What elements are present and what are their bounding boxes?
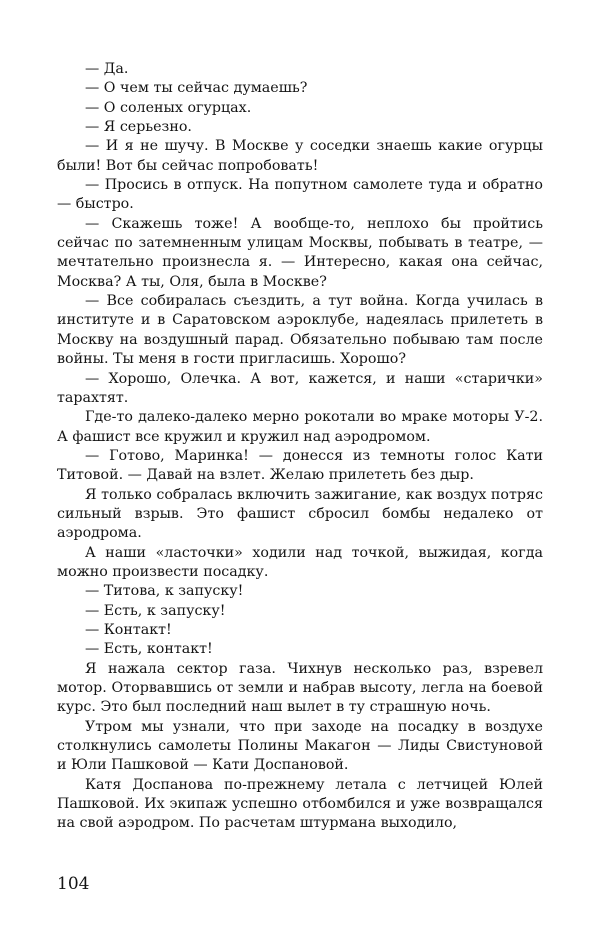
paragraph: — Хорошо, Олечка. А вот, кажется, и наши «старички» тарахтят.: [57, 370, 543, 406]
paragraph: — Контакт!: [85, 621, 172, 638]
paragraph: — Я серьезно.: [85, 119, 192, 136]
paragraph: Я нажала сектор газа. Чихнув несколько раз, взревел мотор. Оторвавшись от земли и набрав высоту, легла на боевой курс. Это был последний наш вылет в ту страшную ночь.: [57, 660, 543, 716]
page-number: 104: [57, 874, 90, 894]
paragraph: — Готово, Маринка! — донесся из темноты голос Кати Титовой. — Давай на взлет. Желаю прилететь без дыр.: [57, 447, 543, 484]
paragraph: Где-то далеко-далеко мерно рокотали во мраке моторы У-2. А фашист все кружил и кружил над аэродромом.: [57, 409, 543, 445]
paragraph: — Титова, к запуску!: [85, 583, 244, 600]
paragraph: — Просись в отпуск. На попутном самолете туда и обратно — быстро.: [57, 177, 543, 213]
paragraph: — Все собиралась съездить, а тут война. Когда училась в институте и в Саратовском аэроклубе, надеялась прилететь в Москву на воздушный парад. Обязательно побываю там после войны. Ты меня в гости пригласишь. Хорошо?: [57, 293, 543, 368]
paragraph: — О чем ты сейчас думаешь?: [85, 80, 308, 97]
paragraph: — Скажешь тоже! А вообще-то, неплохо бы пройтись сейчас по затемненным улицам Москвы, побывать в театре, — мечтательно произнесла я. — Интересно, какая она сейчас, Москва? А ты, Оля, была в Москве?: [57, 215, 543, 290]
paragraph: — О соленых огурцах.: [85, 99, 252, 116]
paragraph: Катя Доспанова по-прежнему летала с летчицей Юлей Пашковой. Их экипаж успешно отбомбился и уже возвращался на свой аэродром. По расчетам штурмана выходило,: [57, 776, 543, 832]
paragraph: — Да.: [85, 61, 129, 77]
paragraph: — И я не шучу. В Москве у соседки знаешь какие огурцы были! Вот бы сейчас попробовать!: [57, 138, 543, 174]
page-body-text: [57, 60, 543, 834]
paragraph: — Есть, контакт!: [85, 641, 213, 658]
paragraph: — Есть, к запуску!: [85, 602, 226, 619]
paragraph: А наши «ласточки» ходили над точкой, выжидая, когда можно произвести посадку.: [57, 544, 543, 580]
paragraph: Утром мы узнали, что при заходе на посадку в воздухе столкнулись самолеты Полины Макагон — Лиды Свистуновой и Юли Пашковой — Кати Доспановой.: [57, 718, 543, 774]
paragraph: Я только собралась включить зажигание, как воздух потряс сильный взрыв. Это фашист сбросил бомбы недалеко от аэродрома.: [57, 486, 543, 542]
